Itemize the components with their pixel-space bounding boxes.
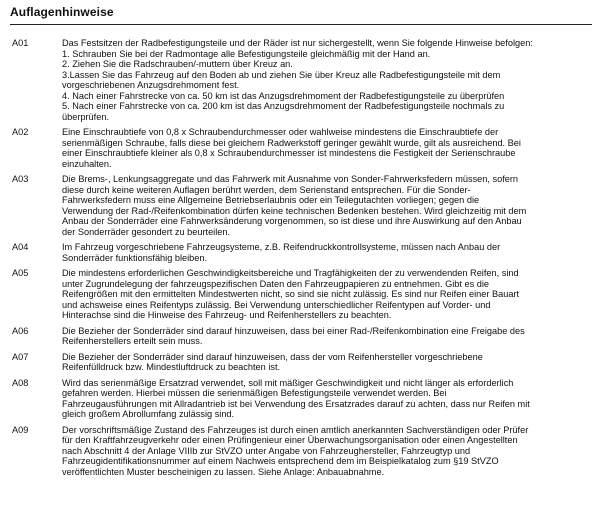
requirement-text-line: Fahrzeugausführungen mit Allradantrieb ist bei Verwendung des Ersatzrades darauf zu achten, dass nur Reifen mit	[62, 398, 530, 409]
requirement-text	[62, 352, 600, 373]
requirement-text	[62, 378, 600, 420]
requirement-entry	[0, 38, 600, 122]
requirement-text-line: nach Abschnitt 4 der Anlage VIIIb zur StVZO unter Angabe von Fahrzeughersteller, Fahrzeugtyp und	[62, 445, 471, 456]
page-title: Auflagenhinweise	[10, 5, 114, 19]
requirement-text-line: Reifengrößen mit den ermittelten Mindestwerten nicht, so sind sie nicht zulässig. Es sind nur Reifen einer Bauart	[62, 289, 520, 299]
requirement-text-line: Sonderräder funktionsfähig bleiben.	[62, 252, 208, 263]
requirement-text-line: unter Zugrundelegung der fahrzeugspezifischen Daten den Fahrzeugpapieren zu entnehmen. Gibt es die	[62, 278, 489, 289]
requirement-text-line: Die Brems-, Lenkungsaggregate und das Fahrwerk mit Ausnahme von Sonder-Fahrwerksfedern müssen, sofern	[62, 174, 519, 184]
requirement-text	[62, 242, 600, 263]
requirement-text-line: 1. Schrauben Sie bei der Radmontage alle Befestigungsteile gleichmäßig mit der Hand an.	[62, 48, 431, 59]
requirement-entry	[0, 326, 600, 347]
requirement-text	[62, 268, 600, 321]
requirement-text-line: Im Fahrzeug vorgeschriebene Fahrzeugsysteme, z.B. Reifendruckkontrollsysteme, müssen nach Anbau der	[62, 242, 501, 252]
requirement-text-line: veröffentlichten Muster bescheinigen zu lassen. Siehe Anlage: Anbauabnahme.	[62, 466, 385, 477]
requirement-text-line: Anbau der Sonderräder eine Fahrwerksänderung vorgenommen, so ist diese und ihre Auswirkung auf den Anbau	[62, 216, 522, 226]
requirement-text-line: Die Bezieher der Sonderräder sind darauf hinzuweisen, dass bei einer Rad-/Reifenkombination eine Freigabe des	[62, 325, 525, 336]
requirement-entry	[0, 425, 600, 478]
requirement-text-line: der Sonderräder gesondert zu beurteilen.	[62, 226, 231, 237]
requirement-text-line: Verwendung der Rad-/Reifenkombination dürfen keine technischen Bedenken bestehen. Wird gleichzeitig mit dem	[62, 205, 527, 216]
requirement-code: A07	[12, 351, 29, 362]
requirement-text-line: Der vorschriftsmäßige Zustand des Fahrzeuges ist durch einen amtlich anerkannten Sachverständigen oder Prüfer	[62, 424, 529, 435]
requirement-text-line: serienmäßigen Schraube, falls diese bei gleichem Radwerkstoff geringer gewählt wurde, gilt als ausreichend. Bei	[62, 137, 521, 148]
requirement-text	[62, 425, 600, 478]
requirement-text-line: Eine Einschraubtiefe von 0,8 x Schraubendurchmesser oder wahlweise mindestens die Einschraubtiefe der	[62, 127, 499, 137]
requirement-text-line: Wird das serienmäßige Ersatzrad verwendet, soll mit mäßiger Geschwindigkeit und nicht länger als erforderlich	[62, 377, 514, 388]
requirement-text-line: Reifenfülldruck bzw. Mindestluftdruck zu beachten ist.	[62, 362, 281, 372]
requirement-entry	[0, 242, 600, 263]
requirement-text-line: 2. Ziehen Sie die Radschrauben/-muttern über Kreuz an.	[62, 59, 293, 69]
requirement-text-line: Reifenherstellers erteilt sein muss.	[62, 336, 203, 346]
requirement-code: A02	[12, 127, 29, 137]
requirement-entry	[0, 127, 600, 169]
requirement-code: A06	[12, 325, 29, 336]
requirement-text-line: diese durch keine weiteren Auflagen berührt werden, dem Serienstand entsprechen. Für die Sonder-	[62, 184, 471, 195]
title-divider	[10, 24, 592, 25]
requirement-text-line: gleich großem Abrollumfang zulässig sind.	[62, 409, 235, 419]
requirement-entry	[0, 268, 600, 321]
requirement-text-line: Fahrwerksfedern muss eine Allgemeine Betriebserlaubnis oder ein Teilegutachten vorliegen; gegen die	[62, 195, 480, 205]
requirement-text-line: Fahrzeugidentifikationsnummer auf einem Nachweis entsprechend dem im Beispielkatalog zum §19 StVZO	[62, 456, 499, 466]
requirement-text-line: und achsweise eines Reifentyps zulässig. Bei Verwendung unterschiedlicher Reifentypen auf Vorder- und	[62, 299, 491, 310]
requirement-text	[62, 38, 600, 122]
requirement-text-line: Die Bezieher der Sonderräder sind darauf hinzuweisen, dass der vom Reifenhersteller vorgeschriebene	[62, 351, 483, 362]
requirement-text-line: einer Einschraubtiefe kleiner als 0,8 x Schraubendurchmesser ist mindestens die Festigkeit der Serienschraube	[62, 148, 516, 158]
requirement-code: A09	[12, 424, 29, 435]
requirement-text-line: für den Kraftfahrzeugverkehr oder einen Prüfingenieur einer Überwachungsorganisation oder einen Angestellten	[62, 435, 518, 445]
requirement-text-line: 4. Nach einer Fahrstrecke von ca. 50 km ist das Anzugsdrehmoment der Radbefestigungsteile zu überprüfen	[62, 90, 505, 101]
requirement-code: A05	[12, 268, 29, 278]
requirement-text-line: vorgeschriebenen Anzugsdrehmoment fest.	[62, 80, 240, 90]
requirement-text-line: 5. Nach einer Fahrstrecke von ca. 200 km ist das Anzugsdrehmoment der Radbefestigungsteile nochmals zu	[62, 101, 505, 111]
requirement-entry	[0, 174, 600, 237]
requirement-text-line: 3.Lassen Sie das Fahrzeug auf den Boden ab und ziehen Sie über Kreuz alle Radbefestigungsteile mit dem	[62, 69, 501, 80]
requirement-text-line: gefahren werden. Hierbei müssen die serienmäßigen Befestigungsteile verwendet werden. Bei	[62, 388, 447, 398]
requirements-list	[0, 38, 600, 482]
requirement-text-line: überprüfen.	[62, 111, 109, 122]
requirement-code: A08	[12, 377, 29, 388]
requirement-text	[62, 174, 600, 237]
requirement-code: A03	[12, 174, 29, 184]
requirement-text	[62, 326, 600, 347]
requirement-entry	[0, 378, 600, 420]
requirement-text-line: Das Festsitzen der Radbefestigungsteile und der Räder ist nur sichergestellt, wenn Sie folgende Hinweise befolgen:	[62, 38, 533, 48]
requirement-text-line: Die mindestens erforderlichen Geschwindigkeitsbereiche und Tragfähigkeiten der zu verwendenden Reifen, sind	[62, 268, 519, 278]
requirement-code: A01	[12, 38, 29, 48]
requirement-text	[62, 127, 600, 169]
requirement-code: A04	[12, 242, 29, 252]
requirement-entry	[0, 352, 600, 373]
requirement-text-line: Hinterachse sind die Hinweise des Fahrzeug- und Reifenherstellers zu beachten.	[62, 310, 392, 320]
requirement-text-line: einzuhalten.	[62, 158, 112, 169]
